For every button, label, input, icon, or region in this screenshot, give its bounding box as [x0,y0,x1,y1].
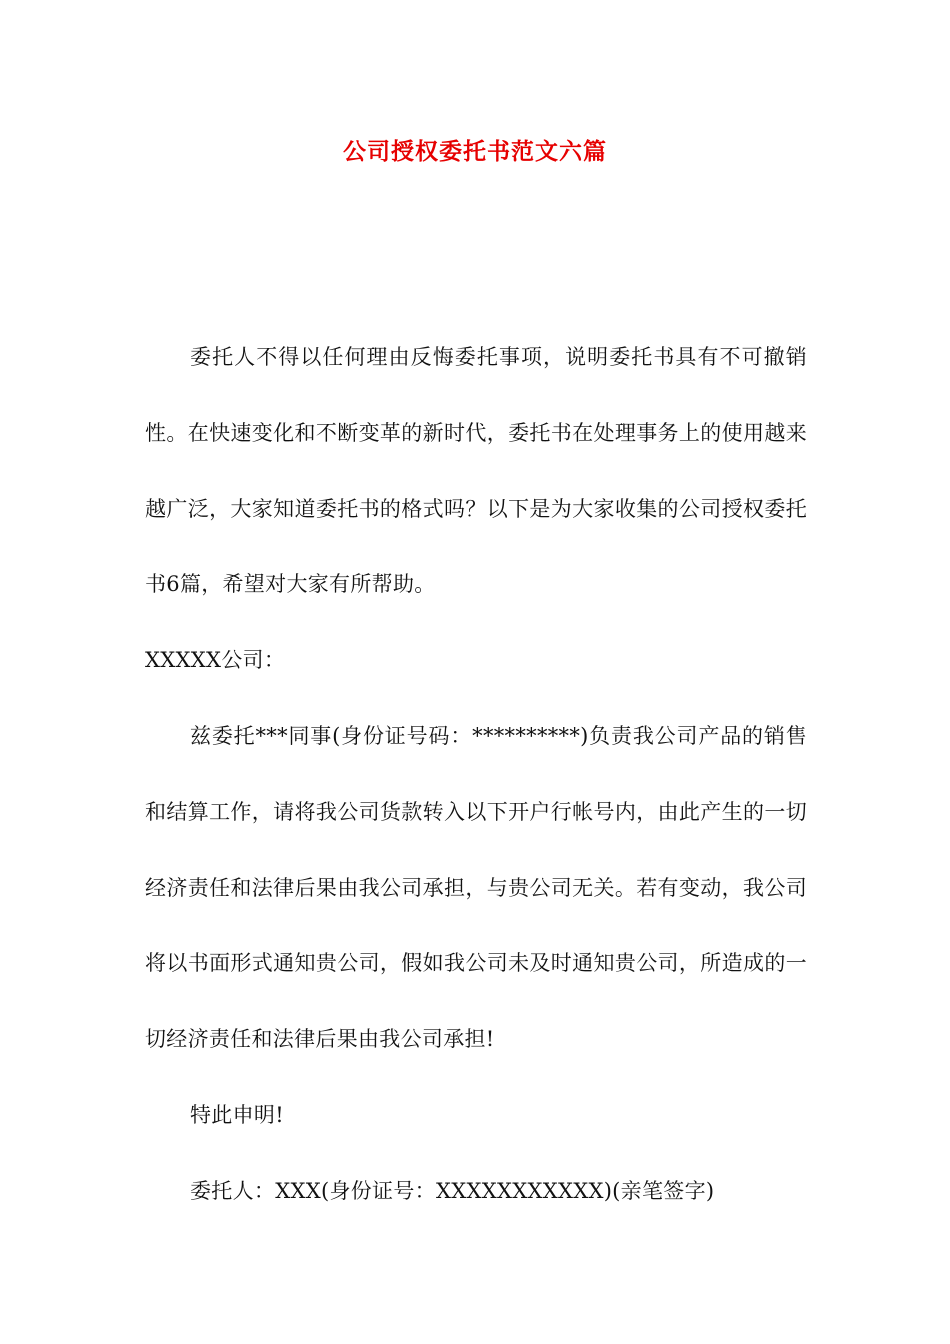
signature-line: 委托人：XXX(身份证号：XXXXXXXXXXX)(亲笔签字) [190,1178,715,1203]
declaration-line: 特此申明! [190,1102,284,1127]
intro-paragraph: 委托人不得以任何理由反悔委托事项，说明委托书具有不可撤销性。在快速变化和不断变革的新时代，委托书在处理事务上的使用越来越广泛，大家知道委托书的格式吗？以下是为大家收集的公司授权委托书6篇，希望对大家有所帮助。 [145,345,807,597]
document-title: 公司授权委托书范文六篇 [343,138,607,165]
salutation: XXXXX公司： [145,648,286,673]
authorization-paragraph: 兹委托***同事(身份证号码：**********)负责我公司产品的销售和结算工作，请将我公司货款转入以下开户行帐号内，由此产生的一切经济责任和法律后果由我公司承担，与贵公司无关。若有变动，我公司将以书面形式通知贵公司，假如我公司未及时通知贵公司，所造成的一切经济责任和法律后果由我公司承担! [145,723,807,1052]
document-body [145,320,807,1230]
